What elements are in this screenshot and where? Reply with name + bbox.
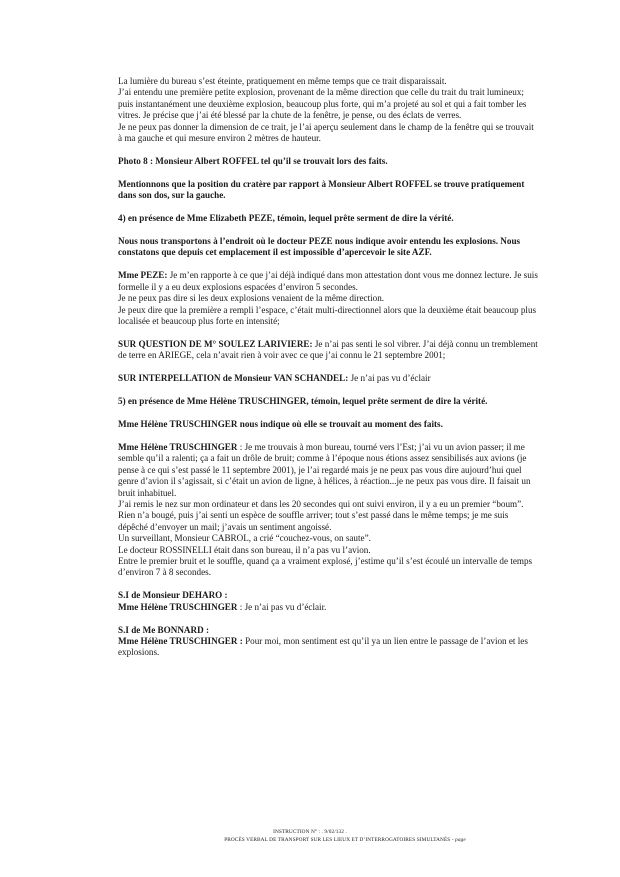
testimony-line: J’ai remis le nez sur mon ordinateur et dans les 20 secondes qui ont suivi environ, il y a eu un premier “boum”. Rien n’a bougé, puis j’ai senti un espèce de souffle arriver; tout s’est passé dans le même temps; je me suis dépêché d’envoyer un mail; j’avais un sentiment angoissé. xyxy=(118,498,524,532)
instruction-number: INSTRUCTION N° : . 9/02/132 . xyxy=(273,829,347,835)
section-heading-5: 5) en présence de Mme Hélène TRUSCHINGER, témoin, lequel prête serment de dire la vérité. xyxy=(118,396,488,407)
speaker-label: Mme Hélène TRUSCHINGER xyxy=(118,441,238,452)
interpellation-van-schandel xyxy=(118,373,540,384)
testimony-line: Entre le premier bruit et le souffle, quand ça a vraiment explosé, j’estime qu’il s’est écoulé un intervalle de temps d’environ 7 à 8 secondes. xyxy=(118,556,533,578)
truschinger-testimony xyxy=(118,442,540,579)
testimony-line: Je peux dire que la première a rempli l’espace, c’était multi-directionnel alors que la deuxième était beaucoup plus localisée et beaucoup plus forte en intensité; xyxy=(118,304,537,326)
testimony-line: La lumière du bureau s’est éteinte, pratiquement en même temps que ce trait disparaissait. xyxy=(118,76,447,86)
document-body xyxy=(118,76,540,659)
footer-title xyxy=(0,837,620,845)
answer-text: Je n’ai pas vu d’éclair xyxy=(348,373,431,384)
crater-position-note: Mentionnons que la position du cratère par rapport à Monsieur Albert ROFFEL se trouve pratiquement dans son dos, sur la gauche. xyxy=(118,178,525,201)
truschinger-location: Mme Hélène TRUSCHINGER nous indique où elle se trouvait au moment des faits. xyxy=(118,419,443,430)
question-label: S.I de Me BONNARD : xyxy=(118,624,209,635)
testimony-line: Je ne peux pas dire si les deux explosions venaient de la même direction. xyxy=(118,293,385,304)
page-footer xyxy=(0,829,620,844)
speaker-label: Mme PEZE: xyxy=(118,270,168,281)
footer-page-label: - page xyxy=(450,836,466,843)
question-soulez xyxy=(118,339,540,362)
testimony-line: Je ne peux pas donner la dimension de ce trait, je l’ai aperçu seulement dans le champ de la fenêtre qui se trouvait à ma gauche et qui mesure environ 2 mètres de hauteur. xyxy=(118,121,534,144)
answer-text: Pour moi, mon sentiment est qu’il ya un lien entre le passage de l’avion et les explosions. xyxy=(118,636,528,658)
answer-text: Je n’ai pas senti le sol vibrer. J’ai déjà connu un tremblement de terre en ARIEGE, cela n’avait rien à voir avec ce que j’ai connu le 21 septembre 2001; xyxy=(118,338,538,361)
speaker-label: Mme Hélène TRUSCHINGER xyxy=(118,601,238,612)
testimony-line: J’ai entendu une première petite explosion, provenant de la même direction que celle du trait du trait lumineux; puis instantanément une deuxième explosion, beaucoup plus forte, qui m’a projeté au sol et qui a fait tomber les vitres. Je précise que j’ai été blessé par la chute de la fenêtre, je pense, ou des éclats de verres. xyxy=(118,87,527,121)
peze-testimony xyxy=(118,270,540,327)
answer-text: : Je n’ai pas vu d’éclair. xyxy=(237,601,327,612)
question-deharo xyxy=(118,590,540,613)
testimony-text: : Je me trouvais à mon bureau, tourné vers l’Est; j’ai vu un avion passer; il me semble qu’il a ralenti; ça a fait un drôle de bruit; comme à l’époque nous étions assez sensibilisés aux avions (je pense à ce qui s’est passé le 11 septembre 2001), je l’ai regardé mais je ne peux pas vous dire aujourd’hui quel genre d’avion il s’agissait, si c’était un avion de ligne, à hélices, à réaction...je ne peux pas vous dire. Il faisait un bruit inhabituel. xyxy=(118,441,531,498)
testimony-text: Je m’en rapporte à ce que j’ai déjà indiqué dans mon attestation dont vous me donnez lecture. Je suis formelle il y a eu deux explosions espacées d’environ 5 secondes. xyxy=(118,270,538,292)
question-bonnard xyxy=(118,625,540,659)
photo-caption: Photo 8 : Monsieur Albert ROFFEL tel qu’il se trouvait lors des faits. xyxy=(118,155,388,166)
section-heading-4: 4) en présence de Mme Elizabeth PEZE, témoin, lequel prête serment de dire la vérité. xyxy=(118,213,454,224)
speaker-label: Mme Hélène TRUSCHINGER : xyxy=(118,636,243,647)
testimony-line: Un surveillant, Monsieur CABROL, a crié “couchez-vous, on saute”. xyxy=(118,533,371,544)
footer-title-text: PROCÈS VERBAL DE TRANSPORT SUR LES LIEUX ET D’INTERROGATOIRES SIMULTANÉS xyxy=(224,836,451,843)
question-label: SUR INTERPELLATION de Monsieur VAN SCHANDEL: xyxy=(118,373,349,384)
question-label: S.I de Monsieur DEHARO : xyxy=(118,590,228,601)
testimony-line: Le docteur ROSSINELLI était dans son bureau, il n’a pas vu l’avion. xyxy=(118,544,371,555)
question-label: SUR QUESTION DE M° SOULEZ LARIVIERE: xyxy=(118,338,313,349)
witness-testimony-continued xyxy=(118,76,540,144)
transport-statement: Nous nous transportons à l’endroit où le docteur PEZE nous indique avoir entendu les explosions. Nous constatons que depuis cet emplacement il est impossible d’apercevoir le site AZF. xyxy=(118,236,521,258)
